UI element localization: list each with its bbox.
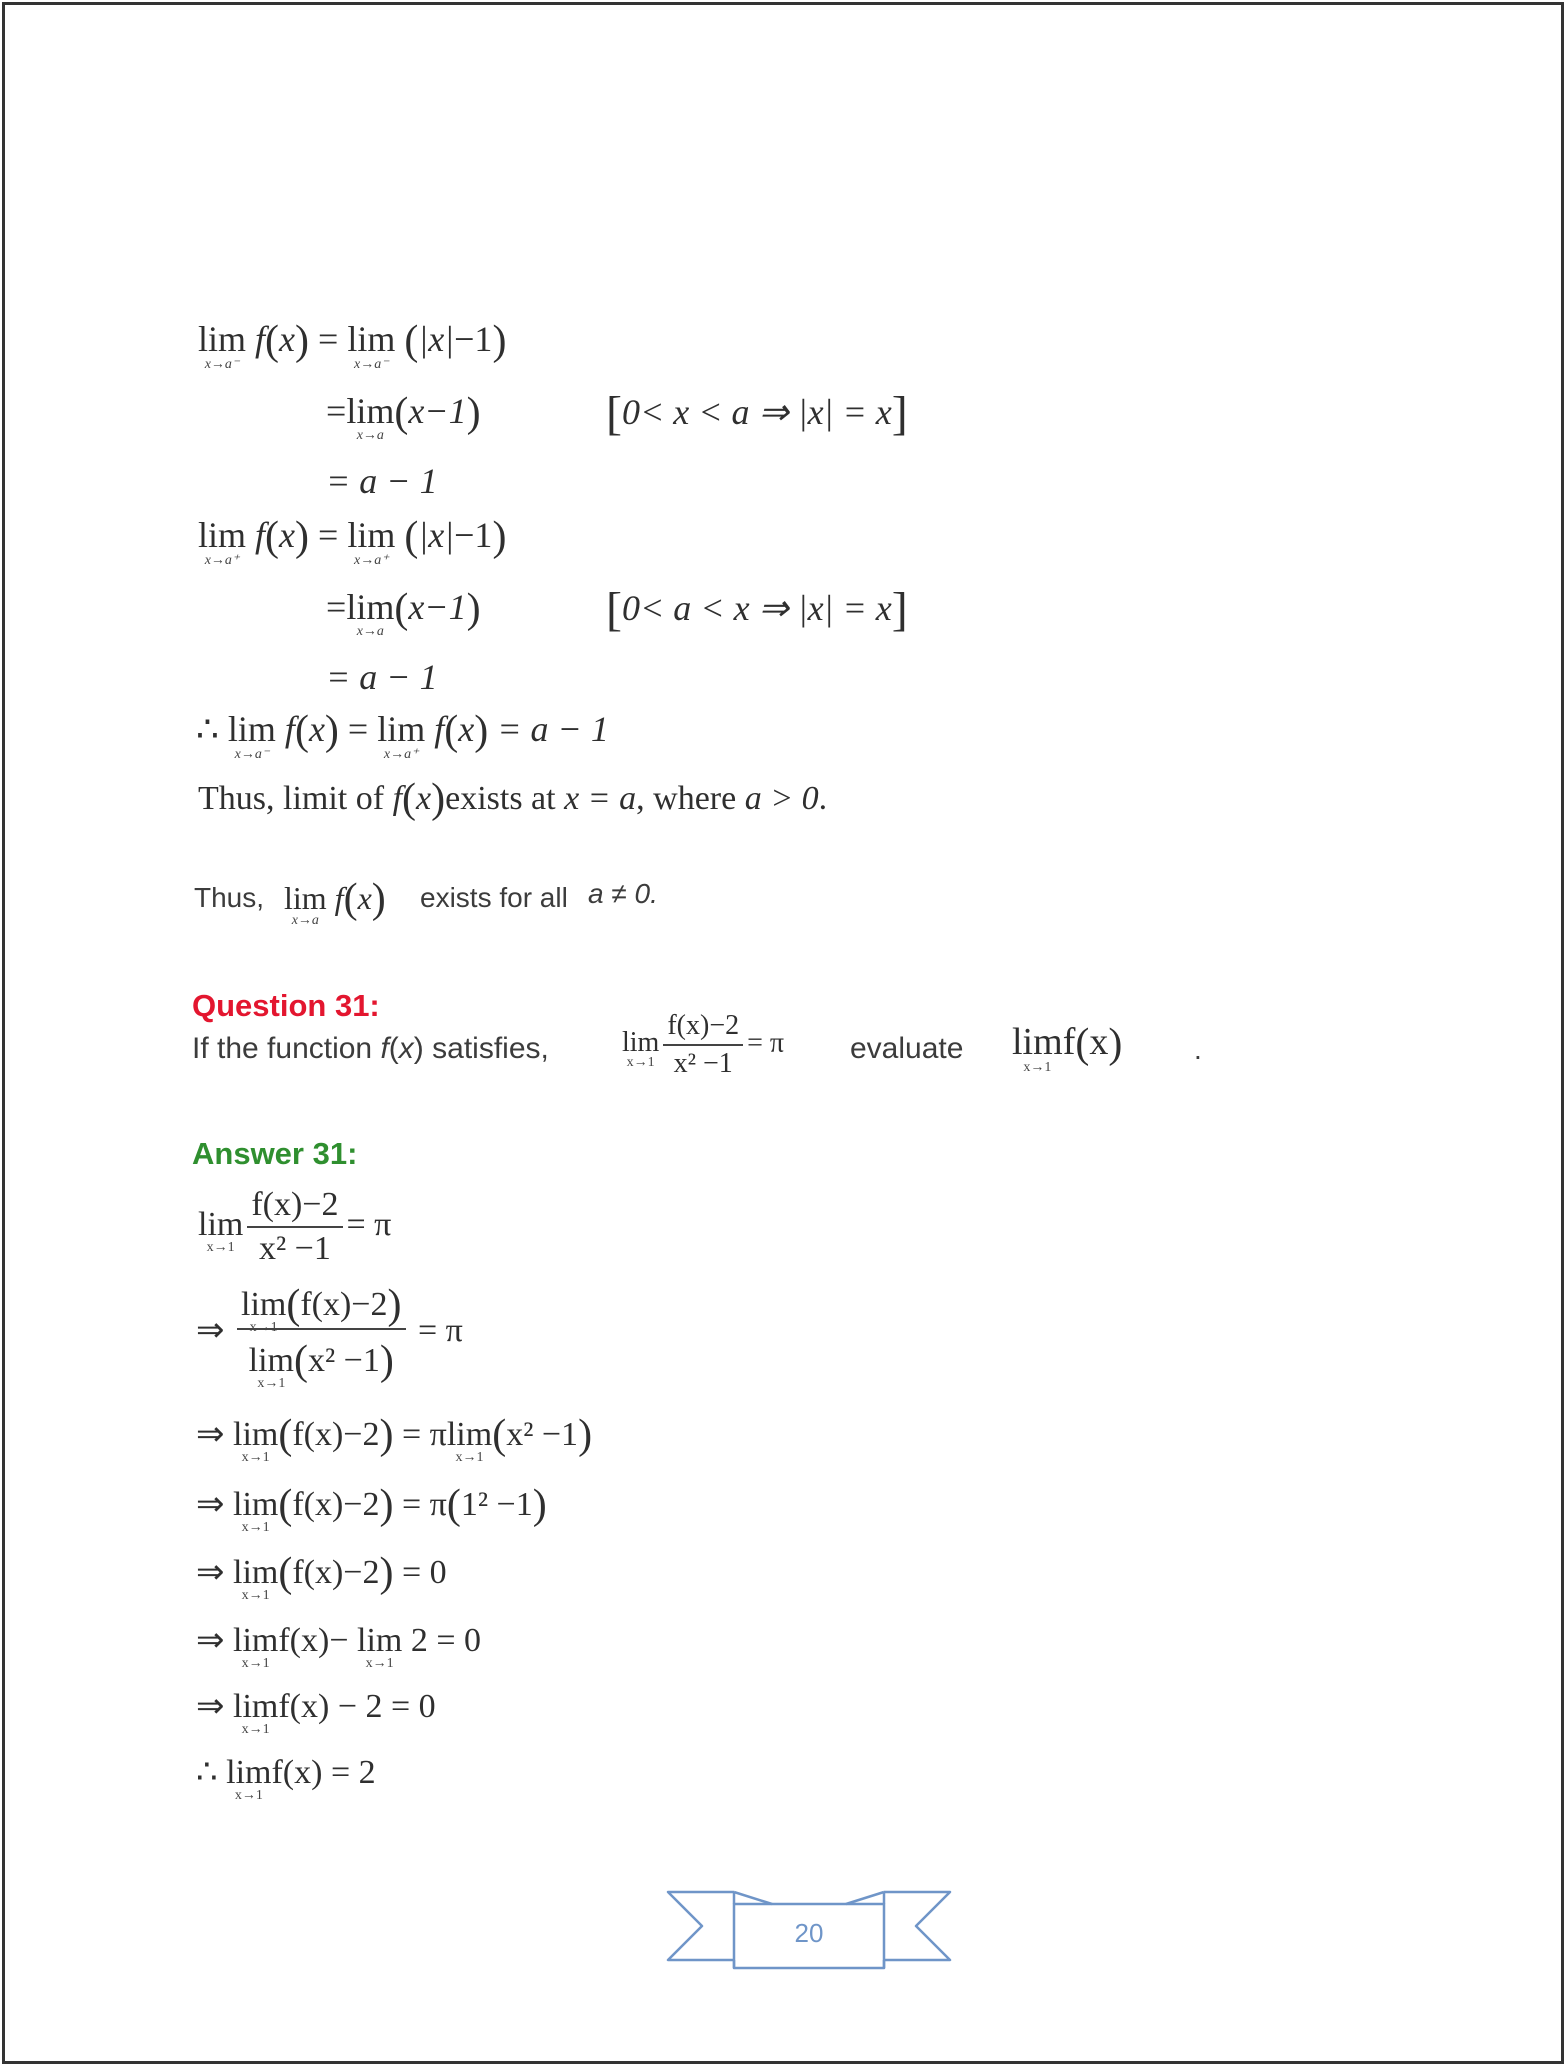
question-text: If the function f(x) satisfies, [192, 1032, 549, 1065]
equation-line: = a − 1 [326, 657, 438, 697]
thus-label: Thus, [194, 882, 265, 913]
limit-operator: lim x→1 [226, 1754, 272, 1803]
limit-expression: lim x→a f(x) [284, 876, 386, 928]
equation-line-left-limit: lim x→a⁻ f(x) = lim x→a⁻ (|x|−1) [198, 318, 507, 372]
limit-operator: lim x→a⁺ [347, 515, 396, 568]
limit-operator: lim x→1 [248, 1342, 294, 1391]
limit-operator: lim x→1 [622, 1027, 660, 1071]
limit-operator: lim x→1 [241, 1286, 287, 1335]
answer-step-7: ⇒ lim x→1 f(x) − 2 = 0 [196, 1688, 436, 1737]
limit-operator: lim x→1 [198, 1205, 244, 1255]
answer-step-1: lim x→1 $\frac{f(x)-2}{\text{x² −1}}$ = π [198, 1186, 392, 1267]
evaluate-limit: lim x→1 f(x) [1012, 1021, 1123, 1075]
limit-operator: lim x→1 [233, 1486, 279, 1535]
question-heading: Question 31: [192, 988, 380, 1023]
limit-operator: lim x→1 [1012, 1021, 1063, 1075]
limit-operator: lim x→a⁻ [227, 709, 276, 762]
limit-operator: lim x→a⁻ [198, 319, 247, 372]
limit-operator: lim x→a⁻ [347, 319, 396, 372]
exists-for-all-text: exists for all [420, 882, 568, 913]
fraction: $\frac{f(x)-2}{\text{x² −1}}$ [663, 1010, 743, 1080]
limit-operator: lim x→1 [233, 1622, 279, 1671]
condition-bracket: [0< x < a ⇒ |x| = x] [606, 387, 908, 440]
answer-step-4: ⇒ lim x→1 (f(x)−2) = π(1² −1) [196, 1482, 547, 1535]
question-period: . [1194, 1034, 1202, 1065]
equation-line-right-limit: lim x→a⁺ f(x) = lim x→a⁺ (|x|−1) [198, 514, 507, 568]
question-limit-fraction: lim x→1 $\frac{f(x)-2}{\text{x² −1}}$ = π [622, 1010, 785, 1079]
fraction: $\frac{f(x)-2}{\text{x² −1}}$ [247, 1186, 342, 1268]
thus-limit-exists-sentence: Thus, limit of f(x)exists at x = a, where a > 0. [198, 776, 828, 822]
equation-line: =lim x→a (x−1) [326, 390, 481, 443]
fraction: lim x→1 (f(x)−2) lim x→1 (x² −1) [237, 1284, 406, 1382]
equation-line-conclusion: ∴ lim x→a⁻ f(x) = lim x→a⁺ f(x) = a − 1 [196, 708, 609, 762]
equation-line: =lim x→a (x−1) [326, 586, 481, 639]
answer-step-6: ⇒ lim x→1 f(x)− lim x→1 2 = 0 [196, 1622, 482, 1671]
limit-operator: lim x→1 [233, 1688, 279, 1737]
limit-operator: lim x→a⁺ [377, 709, 426, 762]
limit-operator: lim x→a [346, 587, 395, 639]
equation-line: = a − 1 [326, 461, 438, 501]
answer-heading: Answer 31: [192, 1136, 358, 1171]
limit-operator: lim x→1 [357, 1622, 403, 1671]
answer-step-3: ⇒ lim x→1 (f(x)−2) = πlim x→1 (x² −1) [196, 1412, 593, 1465]
evaluate-text: evaluate [850, 1032, 964, 1065]
condition-text: a ≠ 0. [588, 878, 658, 909]
limit-operator: lim x→a⁺ [198, 515, 247, 568]
answer-conclusion: ∴ lim x→1 f(x) = 2 [196, 1754, 376, 1803]
limit-operator: lim x→a [346, 391, 395, 443]
page-number: 20 [794, 1918, 824, 1948]
page-number-ribbon [664, 1884, 954, 1984]
limit-operator: lim x→1 [446, 1416, 493, 1465]
answer-step-5: ⇒ lim x→1 (f(x)−2) = 0 [196, 1550, 447, 1603]
condition-bracket: [0< a < x ⇒ |x| = x] [606, 583, 908, 636]
limit-operator: lim x→a [284, 880, 327, 928]
limit-operator: lim x→1 [233, 1416, 279, 1465]
answer-step-2: ⇒ lim x→1 (f(x)−2) lim x→1 (x² −1) = π [196, 1282, 463, 1391]
limit-operator: lim x→1 [233, 1554, 279, 1603]
